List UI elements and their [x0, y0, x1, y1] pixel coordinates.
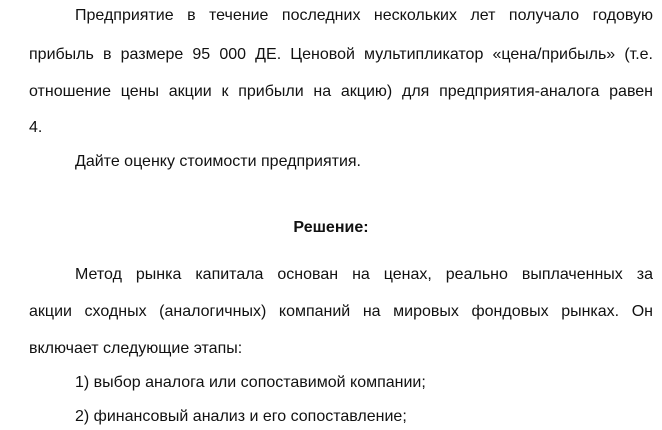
solution-step-1: 1) выбор аналога или сопоставимой компании;	[75, 374, 426, 391]
solution-heading: Решение:	[293, 219, 369, 236]
problem-line-4: 4.	[29, 119, 43, 136]
task-line: Дайте оценку стоимости предприятия.	[75, 153, 361, 170]
problem-line-3: отношение цены акции к прибыли на акцию) для предприятия-аналога равен	[29, 83, 653, 100]
problem-line-1: Предприятие в течение последних нескольких лет получало годовую	[75, 7, 653, 24]
solution-step-2: 2) финансовый анализ и его сопоставление;	[75, 408, 407, 425]
solution-line-2: акции сходных (аналогичных) компаний на мировых фондовых рынках. Он	[29, 303, 653, 320]
problem-line-2: прибыль в размере 95 000 ДЕ. Ценовой мультипликатор «цена/прибыль» (т.е.	[29, 46, 653, 63]
solution-line-1: Метод рынка капитала основан на ценах, реально выплаченных за	[75, 266, 653, 283]
solution-line-3: включает следующие этапы:	[29, 340, 243, 357]
